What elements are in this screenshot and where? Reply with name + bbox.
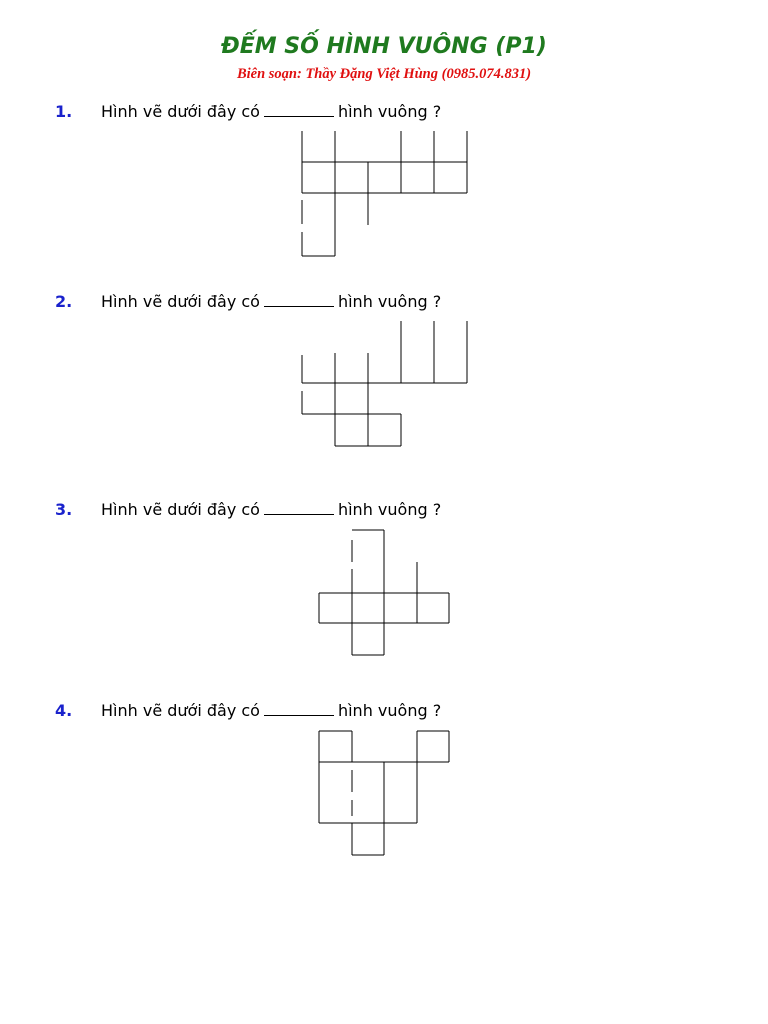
figure-4 bbox=[319, 731, 449, 855]
figure-3 bbox=[319, 530, 449, 655]
question-number-3: 3. bbox=[55, 500, 73, 519]
question-prefix: Hình vẽ dưới đây có bbox=[101, 102, 260, 121]
question-prefix: Hình vẽ dưới đây có bbox=[101, 500, 260, 519]
question-number-4: 4. bbox=[55, 701, 73, 720]
question-prefix: Hình vẽ dưới đây có bbox=[101, 701, 260, 720]
page-title: ĐẾM SỐ HÌNH VUÔNG (P1) bbox=[221, 34, 547, 59]
question-number-2: 2. bbox=[55, 292, 73, 311]
question-number-1: 1. bbox=[55, 102, 73, 121]
figure-2 bbox=[302, 321, 467, 446]
author-credit: Biên soạn: Thầy Đặng Việt Hùng (0985.074.831) bbox=[236, 66, 532, 82]
figure-1 bbox=[302, 131, 467, 256]
question-suffix: hình vuông ? bbox=[337, 292, 442, 311]
question-suffix: hình vuông ? bbox=[337, 102, 442, 121]
question-prefix: Hình vẽ dưới đây có bbox=[101, 292, 260, 311]
question-suffix: hình vuông ? bbox=[337, 701, 442, 720]
question-suffix: hình vuông ? bbox=[337, 500, 442, 519]
